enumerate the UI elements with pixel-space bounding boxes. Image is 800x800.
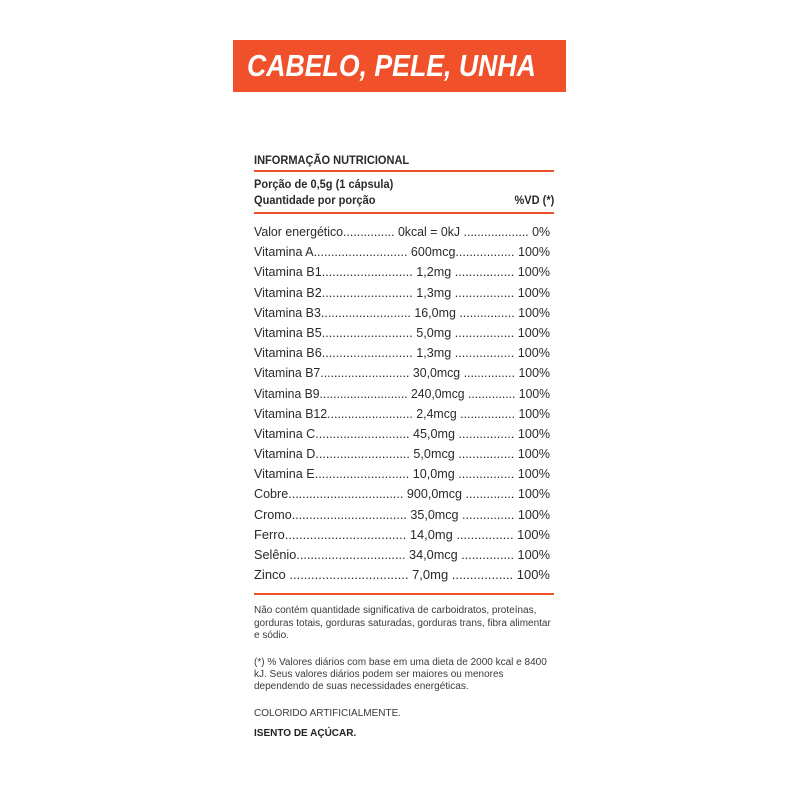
nutrient-row: Vitamina B9.......................... 240,0mcg .............. 100% bbox=[254, 386, 550, 401]
nutrition-panel bbox=[254, 150, 554, 755]
nutrient-row: Vitamina B7.......................... 30,0mcg ............... 100% bbox=[254, 366, 550, 381]
sugar-free-note: ISENTO DE AÇÚCAR. bbox=[254, 728, 357, 740]
nutrition-heading: INFORMAÇÃO NUTRICIONAL bbox=[254, 153, 410, 167]
footnotes bbox=[254, 595, 554, 740]
nutrient-row: Vitamina E........................... 10,0mg ................ 100% bbox=[254, 467, 550, 482]
nutrient-row: Vitamina B5.......................... 5,0mg ................. 100% bbox=[254, 325, 550, 340]
dv-label: %VD (*) bbox=[514, 193, 554, 207]
quantity-label: Quantidade por porção bbox=[254, 193, 376, 207]
nutrient-row: Vitamina B3.......................... 16,0mg ................ 100% bbox=[254, 305, 550, 320]
not-significant-note: Não contém quantidade significativa de carboidratos, proteínas, gorduras totais, gorduras saturadas, gorduras trans, fibra alimentar e sódio. bbox=[254, 605, 551, 642]
portion-line bbox=[254, 176, 554, 192]
nutrient-row: Vitamina D........................... 5,0mcg ................ 100% bbox=[254, 447, 550, 462]
daily-values-note: (*) % Valores diários com base em uma dieta de 2000 kcal e 8400 kJ. Seus valores diários podem ser maiores ou menores dependendo de suas necessidades energéticas. bbox=[254, 656, 547, 693]
banner-title: CABELO, PELE, UNHA bbox=[247, 48, 536, 83]
serving-info bbox=[254, 172, 554, 208]
nutrient-row: Cromo................................. 35,0mcg ............... 100% bbox=[254, 507, 550, 522]
nutrient-row: Vitamina B2.......................... 1,3mg ................. 100% bbox=[254, 285, 550, 300]
nutrient-row: Vitamina B6.......................... 1,3mg ................. 100% bbox=[254, 346, 550, 361]
nutrient-row: Zinco ................................. 7,0mg ................. 100% bbox=[254, 568, 550, 583]
portion-text: Porção de 0,5g (1 cápsula) bbox=[254, 177, 394, 191]
nutrient-row: Ferro.................................. 14,0mg ................ 100% bbox=[254, 527, 550, 542]
quantity-line bbox=[254, 192, 554, 208]
title-banner bbox=[233, 40, 566, 92]
nutrient-row: Cobre................................. 900,0mcg .............. 100% bbox=[254, 487, 550, 502]
nutrient-row: Vitamina B1.......................... 1,2mg ................. 100% bbox=[254, 265, 550, 280]
artificial-color-note: COLORIDO ARTIFICIALMENTE. bbox=[254, 707, 402, 719]
nutrient-row: Vitamina B12......................... 2,4mcg ................ 100% bbox=[254, 406, 550, 421]
nutrient-row: Valor energético............... 0kcal = 0kJ ................... 0% bbox=[254, 225, 550, 239]
nutrient-row: Vitamina C........................... 45,0mg ................ 100% bbox=[254, 426, 550, 441]
nutrient-rows bbox=[254, 214, 554, 593]
nutrient-row: Selênio............................... 34,0mcg ............... 100% bbox=[254, 548, 550, 562]
nutrient-row: Vitamina A........................... 600mcg................. 100% bbox=[254, 245, 550, 260]
